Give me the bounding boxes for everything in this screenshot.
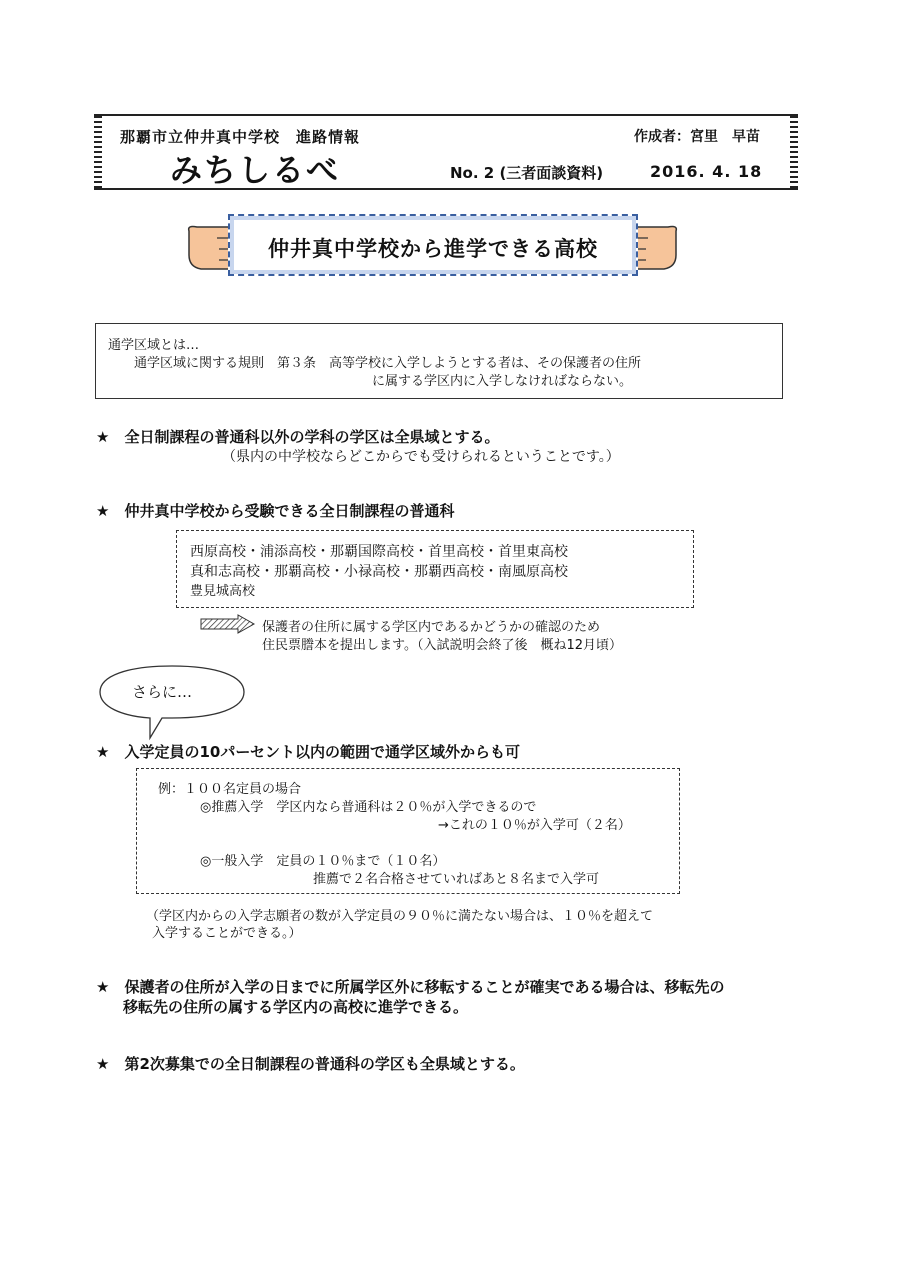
residence-note-2: 住民票謄本を提出します。（入試説明会終了後 概ね12月頃） — [262, 638, 623, 653]
school-list-line: 西原高校・浦添高校・那覇国際高校・首里高校・首里東高校 — [190, 544, 568, 560]
section-heading-out-of-district: ★ 入学定員の10パーセント以内の範囲で通学区域外からも可 — [96, 743, 521, 761]
example-line: →これの１０％が入学可（２名） — [438, 818, 631, 833]
relocation-note-1: ★ 保護者の住所が入学の日までに所属学区外に移転することが確実である場合は、移転先の — [96, 978, 725, 996]
arrow-right-icon — [200, 614, 256, 634]
school-list-line: 真和志高校・那覇高校・小禄高校・那覇西高校・南風原高校 — [190, 564, 568, 580]
residence-note-1: 保護者の住所に属する学区内であるかどうかの確認のため — [262, 620, 601, 635]
section-note: （県内の中学校ならどこからでも受けられるということです。） — [222, 449, 620, 465]
definition-text-2: に属する学区内に入学しなければならない。 — [372, 374, 633, 389]
section-heading-all-prefecture: ★ 全日制課程の普通科以外の学科の学区は全県域とする。 — [96, 428, 500, 446]
example-line: ◎一般入学 定員の１０％まで（１０名） — [200, 854, 446, 869]
issue-date: 2016. 4. 18 — [650, 162, 763, 181]
relocation-note-2: 移転先の住所の属する学区内の高校に進学できる。 — [123, 998, 469, 1016]
banner-title: 仲井真中学校から進学できる高校 — [268, 237, 598, 261]
section-heading-eligible-schools: ★ 仲井真中学校から受験できる全日制課程の普通科 — [96, 502, 455, 520]
school-name: 那覇市立仲井真中学校 進路情報 — [120, 128, 361, 146]
issue-number: No. 2 (三者面談資料) — [450, 164, 604, 182]
school-list-line: 豊見城高校 — [190, 584, 256, 599]
newsletter-title: みちしるべ — [170, 151, 341, 189]
definition-text-1: 通学区域に関する規則 第３条 高等学校に入学しようとする者は、その保護者の住所 — [134, 356, 642, 371]
section-heading-second-recruitment: ★ 第2次募集での全日制課程の普通科の学区も全県域とする。 — [96, 1055, 525, 1073]
bubble-text: さらに… — [132, 683, 193, 701]
example-line: 推薦で２名合格させていればあと８名まで入学可 — [313, 872, 600, 887]
speech-bubble — [92, 662, 252, 742]
example-line: 例：１００名定員の場合 — [158, 782, 302, 797]
exception-note-1: （学区内からの入学志願者の数が入学定員の９０％に満たない場合は、１０％を超えて — [146, 909, 654, 924]
exception-note-2: 入学することができる。） — [152, 926, 302, 941]
definition-title: 通学区域とは… — [108, 338, 200, 353]
example-line: ◎推薦入学 学区内なら普通科は２０％が入学できるので — [200, 800, 537, 815]
author: 作成者：宮里 早苗 — [634, 129, 760, 145]
